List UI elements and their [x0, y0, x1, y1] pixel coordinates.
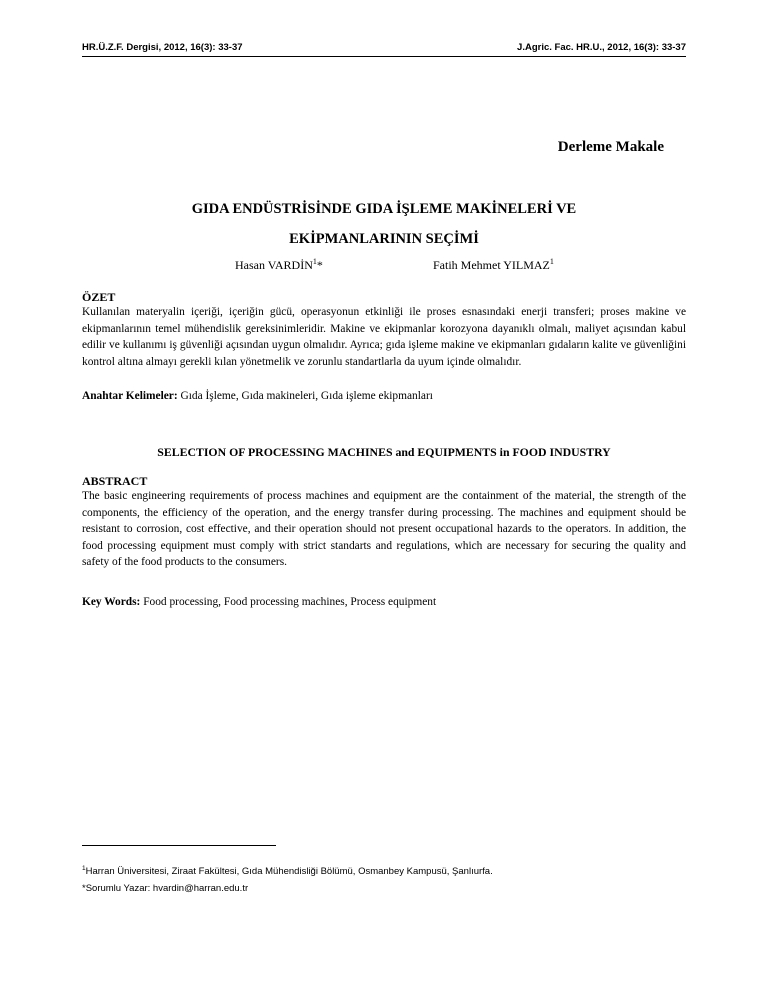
header-divider [82, 56, 686, 57]
affiliation-footnote [82, 866, 493, 877]
author-2-name: Fatih Mehmet YILMAZ [433, 258, 550, 272]
paper-title [82, 194, 686, 254]
paper-title-line-2: EKİPMANLARININ SEÇİMİ [289, 231, 479, 247]
anahtar-kelimeler-text: Gıda İşleme, Gıda makineleri, Gıda işleme ekipmanları [180, 390, 433, 402]
header-turkish-citation: HR.Ü.Z.F. Dergisi, 2012, 16(3): 33-37 [82, 42, 243, 53]
author-1-affiliation-marker: 1 [312, 257, 317, 266]
anahtar-kelimeler [82, 390, 433, 402]
footnote-divider [82, 845, 276, 846]
author-2 [433, 258, 554, 273]
paper-title-line-1: GIDA ENDÜSTRİSİNDE GIDA İŞLEME MAKİNELERİ VE [191, 201, 577, 217]
affiliation-footnote-marker: 1 [82, 864, 86, 872]
author-2-affiliation-marker: 1 [549, 257, 554, 266]
header-english-citation: J.Agric. Fac. HR.U., 2012, 16(3): 33-37 [517, 42, 686, 53]
ozet-heading: ÖZET [82, 290, 116, 304]
key-words [82, 596, 436, 608]
corresponding-author-footnote: *Sorumlu Yazar: hvardin@harran.edu.tr [82, 883, 249, 894]
anahtar-kelimeler-label: Anahtar Kelimeler: [82, 390, 178, 402]
article-type-label: Derleme Makale [557, 139, 664, 155]
author-1-name: Hasan VARDİN [235, 258, 313, 272]
key-words-label: Key Words: [82, 596, 141, 608]
running-header [82, 40, 686, 56]
english-title: SELECTION OF PROCESSING MACHINES and EQUIPMENTS in FOOD INDUSTRY [157, 445, 611, 459]
abstract-heading: ABSTRACT [82, 474, 148, 488]
author-1 [235, 258, 323, 273]
author-1-corresponding-marker: * [316, 258, 323, 272]
ozet-text: Kullanılan materyalin içeriği, içeriğin gücü, operasyonun etkinliği ile proses esnasındaki enerji transferi; proses makine ve ekipmanlarının temel mühendislik gereksinimleridir. Makine ve ekipmanlar korozyona dayanıklı olmalı, maliyet açısından kabul edilir ve kullanımı iş güvenliği açısından uygun olmalıdır. Ayrıca; gıda işleme makine ve ekipmanları gıdaların kalite ve güvenliğini kontrol altına almayı gerekli kılan yönetmelik ve zorunlu standartlarla da uyum içinde olmalıdır. [82, 306, 686, 368]
affiliation-footnote-text: Harran Üniversitesi, Ziraat Fakültesi, Gıda Mühendisliği Bölümü, Osmanbey Kampusü, Şanlıurfa. [85, 866, 493, 877]
abstract-text: The basic engineering requirements of process machines and equipment are the containment of the material, the strength of the components, the efficiency of the operation, and the energy transfer during processing. The machines and equipment should be resistant to corrosion, cost effective, and their operation should not present occupational hazards to the operators. In addition, the food processing equipment must comply with strict standarts and regulations, which are necessary for securing the quality and safety of the food products to the consumers. [82, 490, 686, 569]
key-words-text: Food processing, Food processing machines, Process equipment [143, 596, 437, 608]
